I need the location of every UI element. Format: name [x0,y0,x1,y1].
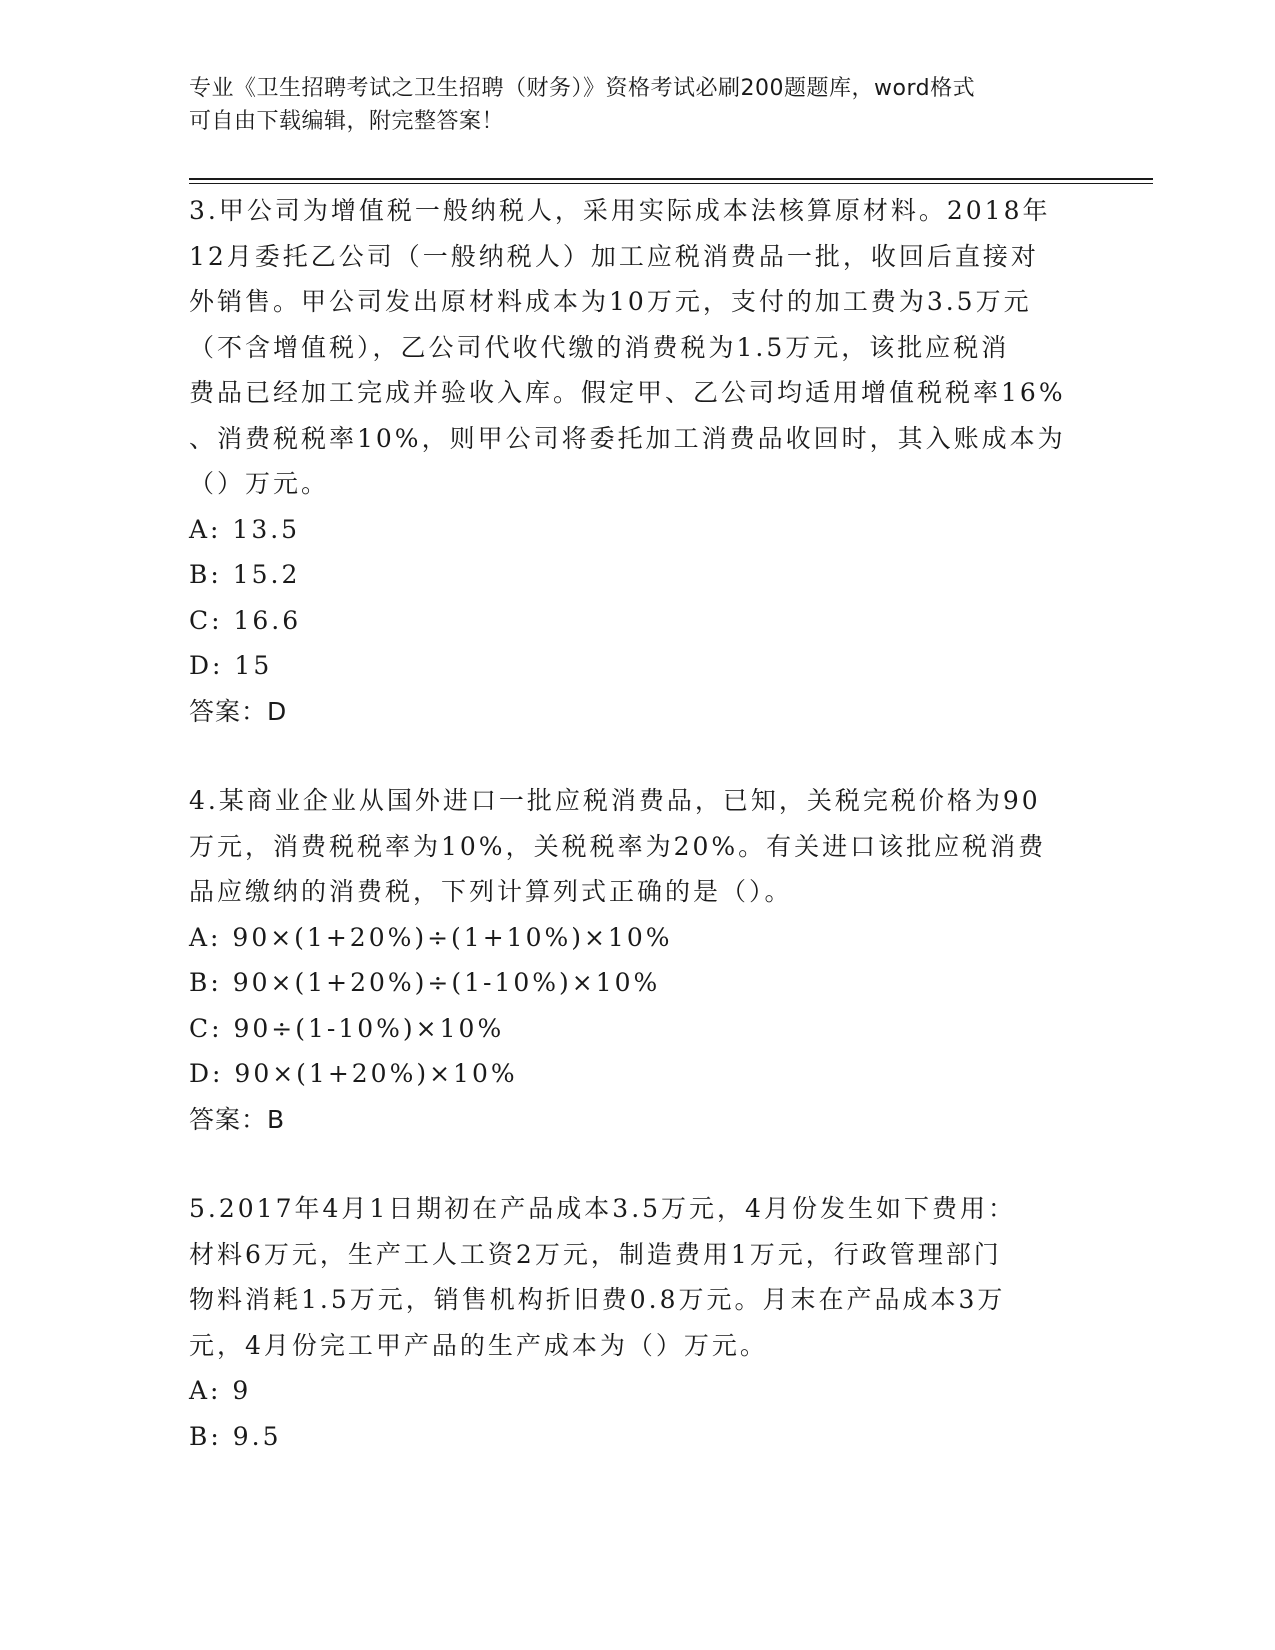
header-rule-thick [189,178,1153,180]
question-stem-line: 万元，消费税税率为10%，关税税率为20%。有关进口该批应税消费 [189,831,1047,861]
option-d: D: 90×(1+20%)×10% [189,1059,518,1088]
question-stem-line: 外销售。甲公司发出原材料成本为10万元，支付的加工费为3.5万元 [189,287,1032,316]
answer-line: 答案：B [189,1104,286,1134]
question-stem-line: 3.甲公司为增值税一般纳税人，采用实际成本法核算原材料。2018年 [189,196,1051,225]
answer-line: 答案：D [189,696,288,726]
header-line-1: 专业《卫生招聘考试之卫生招聘（财务）》资格考试必刷200题题库，word格式 [189,76,976,101]
question-stem-line: 4.某商业企业从国外进口一批应税消费品，已知，关税完税价格为90 [189,786,1041,815]
question-stem-line: 物料消耗1.5万元，销售机构折旧费0.8万元。月末在产品成本3万 [189,1285,1006,1314]
document-header [189,72,1089,138]
option-a: A: 9 [189,1376,252,1405]
question-stem-line: 12月委托乙公司（一般纳税人）加工应税消费品一批，收回后直接对 [189,241,1039,271]
question-stem-line: 5.2017年4月1日期初在产品成本3.5万元，4月份发生如下费用： [189,1194,1016,1223]
option-a: A: 90×(1+20%)÷(1+10%)×10% [189,922,673,952]
header-rule-thin [189,183,1153,184]
question-3 [189,188,1089,734]
question-4 [189,778,1089,1142]
option-c: C: 16.6 [189,605,302,635]
header-line-2: 可自由下载编辑，附完整答案！ [189,109,505,134]
question-stem-line: 费品已经加工完成并验收入库。假定甲、乙公司均适用增值税税率16% [189,378,1066,407]
question-stem-line: 元，4月份完工甲产品的生产成本为（）万元。 [189,1330,768,1360]
question-stem-line: 、消费税税率10%，则甲公司将委托加工消费品收回时，其入账成本为 [189,423,1066,453]
question-stem-line: 品应缴纳的消费税，下列计算列式正确的是（）。 [189,877,793,906]
option-d: D: 15 [189,651,273,680]
question-5 [189,1186,1089,1459]
question-list [189,188,1089,1459]
question-stem-line: （不含增值税），乙公司代收代缴的消费税为1.5万元，该批应税消 [189,332,1010,362]
option-b: B: 9.5 [189,1421,282,1451]
question-stem-line: （）万元。 [189,469,330,498]
question-gap [189,1142,1089,1186]
option-c: C: 90÷(1-10%)×10% [189,1013,505,1043]
option-a: A: 13.5 [189,514,301,544]
question-gap [189,734,1089,778]
option-b: B: 90×(1+20%)÷(1-10%)×10% [189,968,661,997]
option-b: B: 15.2 [189,560,301,589]
question-stem-line: 材料6万元，生产工人工资2万元，制造费用1万元，行政管理部门 [189,1239,1002,1269]
